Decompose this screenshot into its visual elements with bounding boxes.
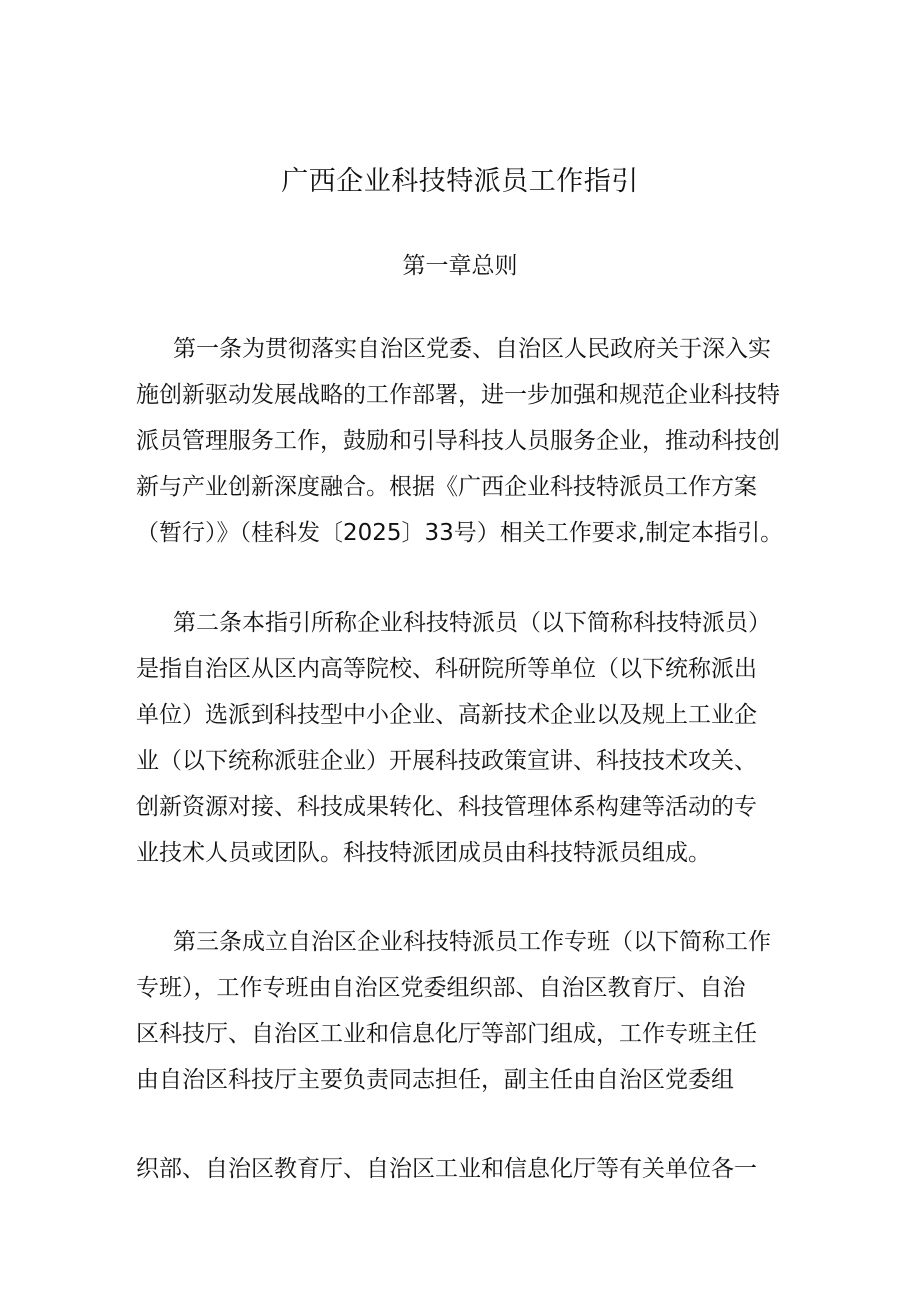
chapter-title: 第一章总则 [402, 253, 518, 279]
article-1-paragraph [136, 326, 796, 556]
paragraph-line: 是指自治区从区内高等院校、科研院所等单位（以下统称派出 [136, 656, 757, 682]
paragraph-line: 织部、自治区教育厅、自治区工业和信息化厅等有关单位各一 [136, 1156, 757, 1182]
paragraph-line: 施创新驱动发展战略的工作部署，进一步加强和规范企业科技特 [136, 382, 780, 408]
paragraph-line: 由自治区科技厅主要负责同志担任，副主任由自治区党委组 [136, 1067, 734, 1093]
article-2-paragraph [136, 600, 796, 876]
paragraph-line: （暂行）》（桂科发〔2025〕33号）相关工作要求,制定本指引。 [136, 520, 784, 546]
paragraph-line: 第三条成立自治区企业科技特派员工作专班（以下简称工作 [173, 929, 771, 955]
paragraph-line: 业技术人员或团队。科技特派团成员由科技特派员组成。 [136, 840, 711, 866]
paragraph-line: 单位）选派到科技型中小企业、高新技术企业以及规上工业企 [136, 702, 757, 728]
paragraph-line: 创新资源对接、科技成果转化、科技管理体系构建等活动的专 [136, 794, 757, 820]
paragraph-line: 派员管理服务工作，鼓励和引导科技人员服务企业，推动科技创 [136, 428, 780, 454]
document-title: 广西企业科技特派员工作指引 [281, 166, 639, 197]
paragraph-line: 专班），工作专班由自治区党委组织部、自治区教育厅、自治 [136, 975, 746, 1001]
paragraph-line: 新与产业创新深度融合。根据《广西企业科技特派员工作方案 [136, 474, 757, 500]
paragraph-line: 区科技厅、自治区工业和信息化厅等部门组成，工作专班主任 [136, 1021, 757, 1047]
continuation-paragraph [136, 1146, 796, 1192]
paragraph-line: 业（以下统称派驻企业）开展科技政策宣讲、科技技术攻关、 [136, 748, 757, 774]
paragraph-line: 第一条为贯彻落实自治区党委、自治区人民政府关于深入实 [173, 336, 771, 362]
paragraph-line: 第二条本指引所称企业科技特派员（以下简称科技特派员） [173, 610, 771, 636]
article-3-paragraph [136, 919, 796, 1103]
